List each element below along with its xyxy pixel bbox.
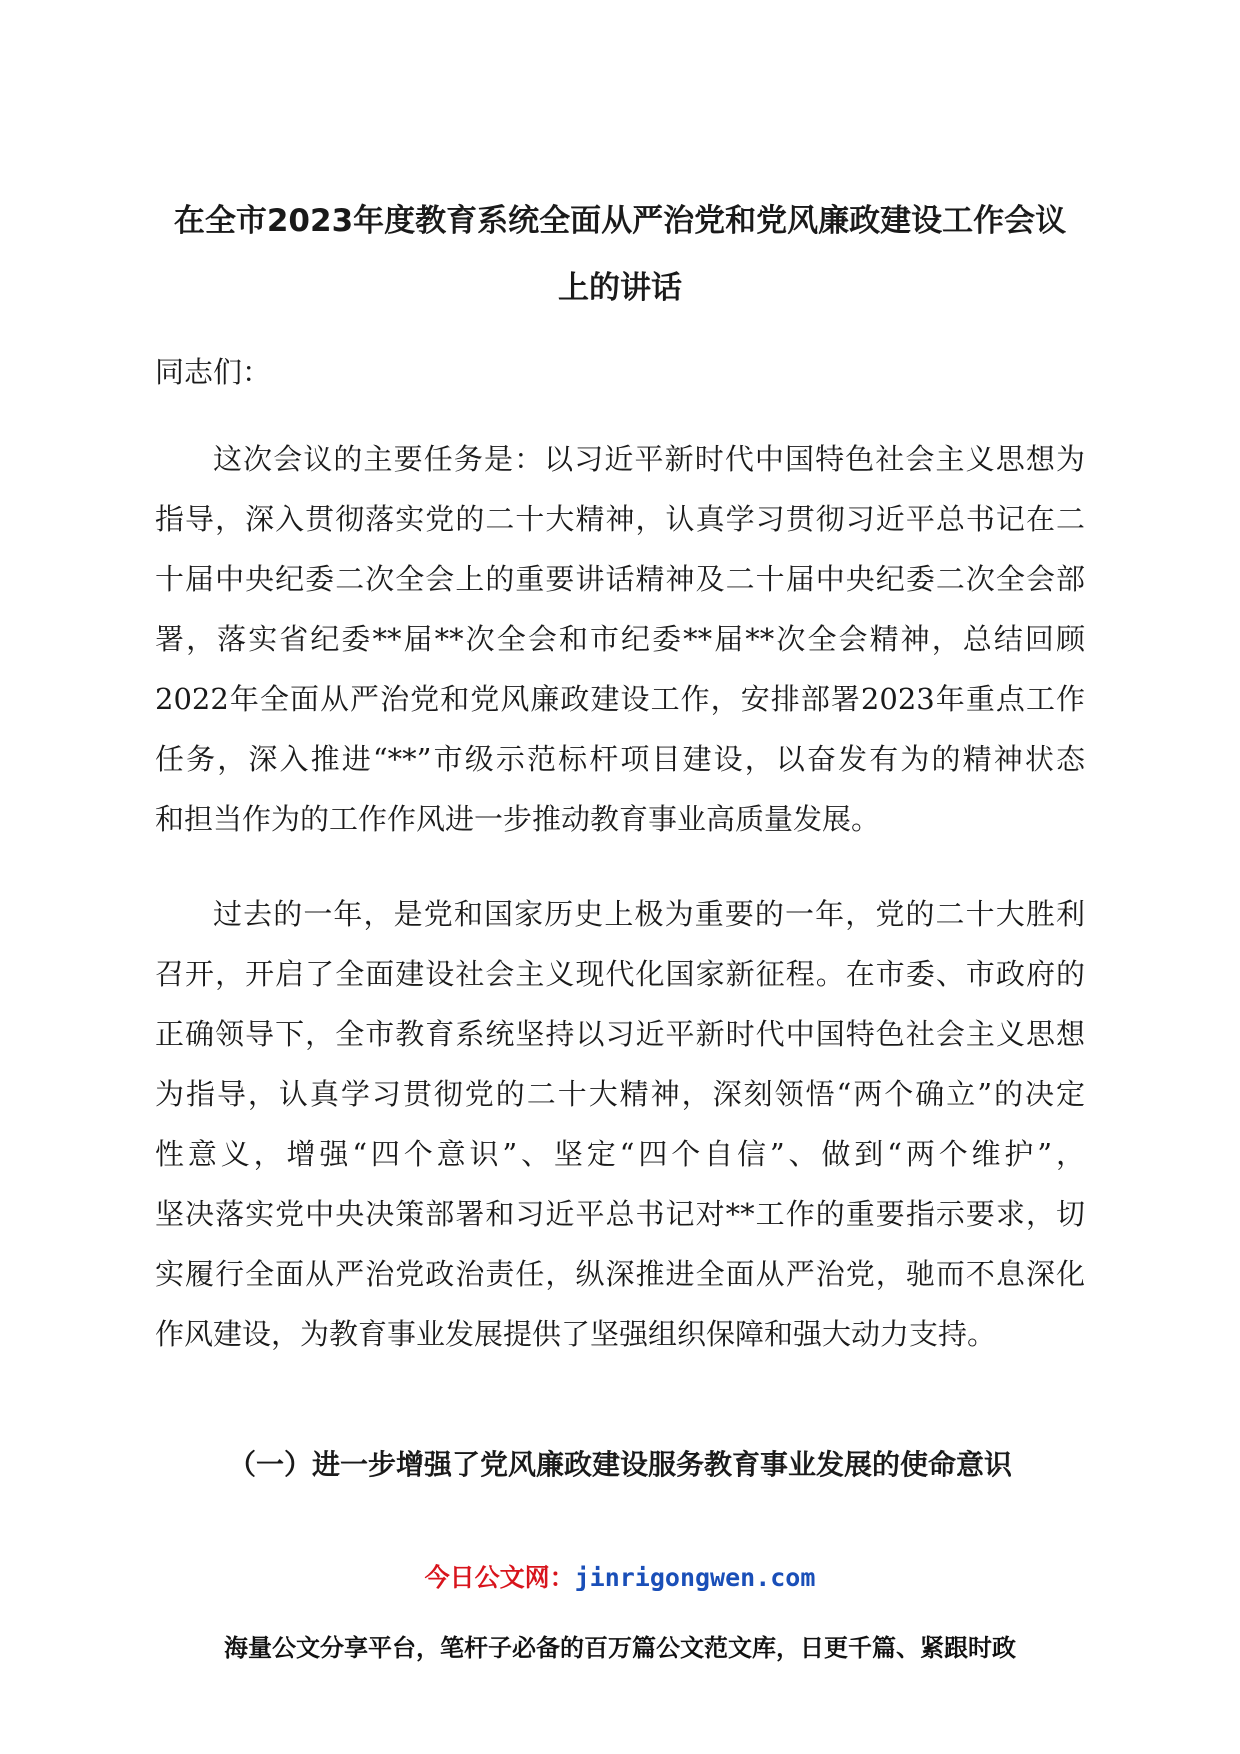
paragraph-line: 坚决落实党中央决策部署和习近平总书记对**工作的重要指示要求，切 bbox=[155, 1197, 1085, 1231]
footer-site-link[interactable]: jinrigongwen.com bbox=[574, 1563, 816, 1592]
document-title-line-2: 上的讲话 bbox=[558, 270, 682, 306]
paragraph-line: 性意义，增强“四个意识”、坚定“四个自信”、做到“两个维护”， bbox=[155, 1137, 1085, 1171]
paragraph-2 bbox=[155, 884, 1085, 1364]
paragraph-line: 作风建设，为教育事业发展提供了坚强组织保障和强大动力支持。 bbox=[155, 1317, 997, 1351]
paragraph-line: 为指导，认真学习贯彻党的二十大精神，深刻领悟“两个确立”的决定 bbox=[155, 1077, 1085, 1111]
paragraph-1 bbox=[155, 429, 1085, 849]
paragraph-line: 任务，深入推进“**”市级示范标杆项目建设，以奋发有为的精神状态 bbox=[155, 742, 1085, 776]
paragraph-line: 正确领导下，全市教育系统坚持以习近平新时代中国特色社会主义思想 bbox=[155, 1017, 1085, 1051]
salutation: 同志们： bbox=[155, 355, 272, 389]
paragraph-line: 实履行全面从严治党政治责任，纵深推进全面从严治党，驰而不息深化 bbox=[155, 1257, 1085, 1291]
paragraph-line: 2022年全面从严治党和党风廉政建设工作，安排部署2023年重点工作 bbox=[155, 682, 1085, 716]
paragraph-line: 召开，开启了全面建设社会主义现代化国家新征程。在市委、市政府的 bbox=[155, 957, 1085, 991]
footer-site-banner bbox=[0, 1560, 1240, 1596]
footer-slogan: 海量公文分享平台，笔杆子必备的百万篇公文范文库，日更千篇、紧跟时政 bbox=[224, 1634, 1016, 1662]
paragraph-line: 过去的一年，是党和国家历史上极为重要的一年，党的二十大胜利 bbox=[213, 897, 1085, 931]
paragraph-line: 十届中央纪委二次全会上的重要讲话精神及二十届中央纪委二次全会部 bbox=[155, 562, 1085, 596]
paragraph-line: 这次会议的主要任务是：以习近平新时代中国特色社会主义思想为 bbox=[213, 442, 1085, 476]
footer-site-name: 今日公文网： bbox=[424, 1563, 575, 1592]
paragraph-line: 署，落实省纪委**届**次全会和市纪委**届**次全会精神，总结回顾 bbox=[155, 622, 1085, 656]
document-title-line-1: 在全市2023年度教育系统全面从严治党和党风廉政建设工作会议 bbox=[173, 203, 1067, 239]
section-subheading: （一）进一步增强了党风廉政建设服务教育事业发展的使命意识 bbox=[227, 1448, 1012, 1481]
paragraph-line: 和担当作为的工作作风进一步推动教育事业高质量发展。 bbox=[155, 802, 881, 836]
paragraph-line: 指导，深入贯彻落实党的二十大精神，认真学习贯彻习近平总书记在二 bbox=[155, 502, 1085, 536]
